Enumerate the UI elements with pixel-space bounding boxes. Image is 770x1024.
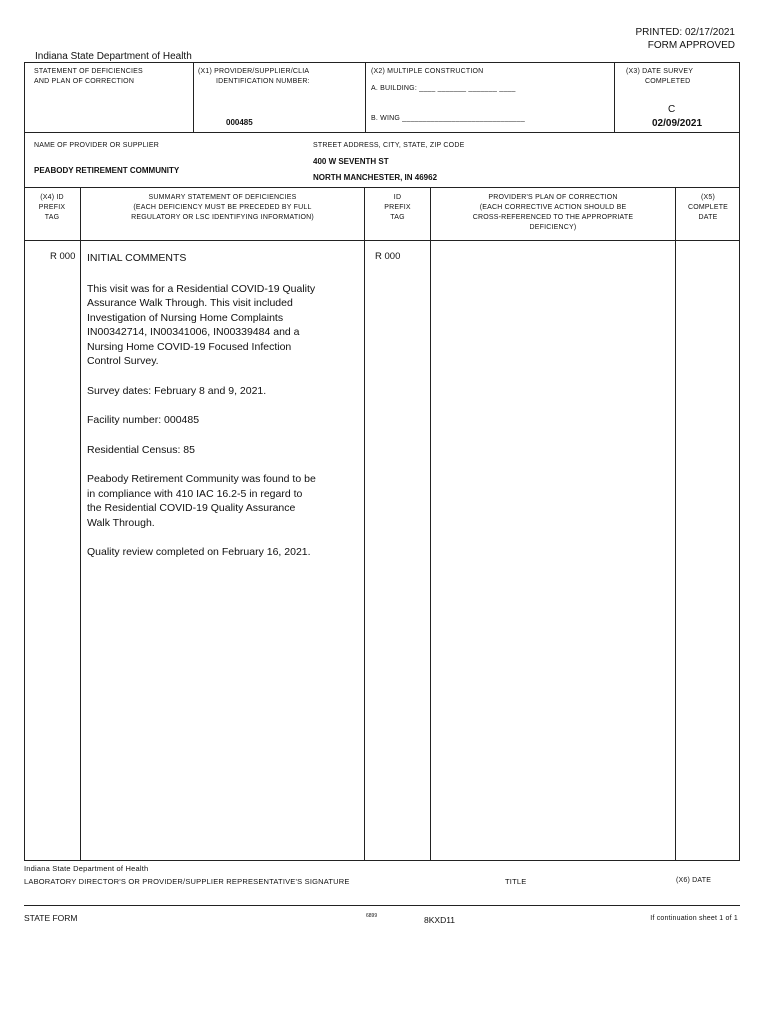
continuation-sheet: If continuation sheet 1 of 1 — [650, 915, 738, 922]
x1-value: 000485 — [226, 118, 253, 127]
paragraph-survey-dates: Survey dates: February 8 and 9, 2021. — [87, 384, 267, 397]
printed-date: PRINTED: 02/17/2021 — [635, 27, 735, 38]
x2-label: (X2) MULTIPLE CONSTRUCTION — [371, 68, 484, 75]
statement-label: STATEMENT OF DEFICIENCIES AND PLAN OF CORRECTION — [34, 68, 143, 85]
initial-comments-heading: INITIAL COMMENTS — [87, 252, 187, 264]
summary-content — [87, 251, 359, 575]
x6-date-label: (X6) DATE — [676, 877, 712, 884]
paragraph-quality-review: Quality review completed on February 16, 2021. — [87, 546, 311, 558]
id-header: ID PREFIX TAG — [384, 194, 411, 221]
address-line1: 400 W SEVENTH ST — [313, 157, 389, 166]
form-code: 6899 — [366, 913, 378, 919]
tag-right: R 000 — [375, 251, 401, 262]
x1-label: (X1) PROVIDER/SUPPLIER/CLIA IDENTIFICATION NUMBER: — [198, 68, 310, 85]
event-id: 8KXD11 — [424, 915, 456, 925]
x2-wing: B. WING ______________________________ — [371, 115, 525, 122]
tag-left: R 000 — [50, 251, 76, 262]
summary-header: SUMMARY STATEMENT OF DEFICIENCIES (EACH DEFICIENCY MUST BE PRECEDED BY FULL REGULATORY OR LSC IDENTIFYING INFORMATION) — [131, 194, 314, 221]
x3-label: (X3) DATE SURVEY COMPLETED — [626, 68, 694, 85]
x2-building: A. BUILDING: ____ _______ _______ ____ — [371, 85, 516, 92]
paragraph-compliance: Peabody Retirement Community was found to be in compliance with 410 IAC 16.2-5 in regard to the Residential COVID-19 Quality Assurance Walk Through. — [87, 473, 316, 529]
address-label: STREET ADDRESS, CITY, STATE, ZIP CODE — [313, 142, 465, 149]
plan-header: PROVIDER'S PLAN OF CORRECTION (EACH CORRECTIVE ACTION SHOULD BE CROSS-REFERENCED TO THE APPROPRIATE DEFICIENCY) — [472, 194, 634, 231]
address-line2: NORTH MANCHESTER, IN 46962 — [313, 173, 438, 182]
x4-header: (X4) ID PREFIX TAG — [38, 194, 66, 221]
paragraph-census: Residential Census: 85 — [87, 443, 195, 456]
x5-header: (X5) COMPLETE DATE — [687, 194, 729, 221]
footer-agency: Indiana State Department of Health — [24, 864, 149, 873]
state-form-label: STATE FORM — [24, 913, 78, 923]
title-label: TITLE — [505, 877, 527, 886]
agency-name: Indiana State Department of Health — [35, 51, 192, 62]
x3-letter: C — [668, 104, 676, 115]
x3-date: 02/09/2021 — [652, 118, 703, 129]
signature-label: LABORATORY DIRECTOR'S OR PROVIDER/SUPPLIER REPRESENTATIVE'S SIGNATURE — [24, 877, 350, 886]
form-approved: FORM APPROVED — [647, 40, 735, 51]
provider-name: PEABODY RETIREMENT COMMUNITY — [34, 166, 180, 175]
provider-name-label: NAME OF PROVIDER OR SUPPLIER — [34, 142, 160, 149]
paragraph-visit: This visit was for a Residential COVID-19 Quality Assurance Walk Through. This visit included Investigation of Nursing Home Complaints IN00342714, IN00341006, IN00339484 and a Nursing Home COVID-19 Focused Infection Control Survey. — [87, 282, 316, 367]
paragraph-facility-number: Facility number: 000485 — [87, 414, 200, 426]
